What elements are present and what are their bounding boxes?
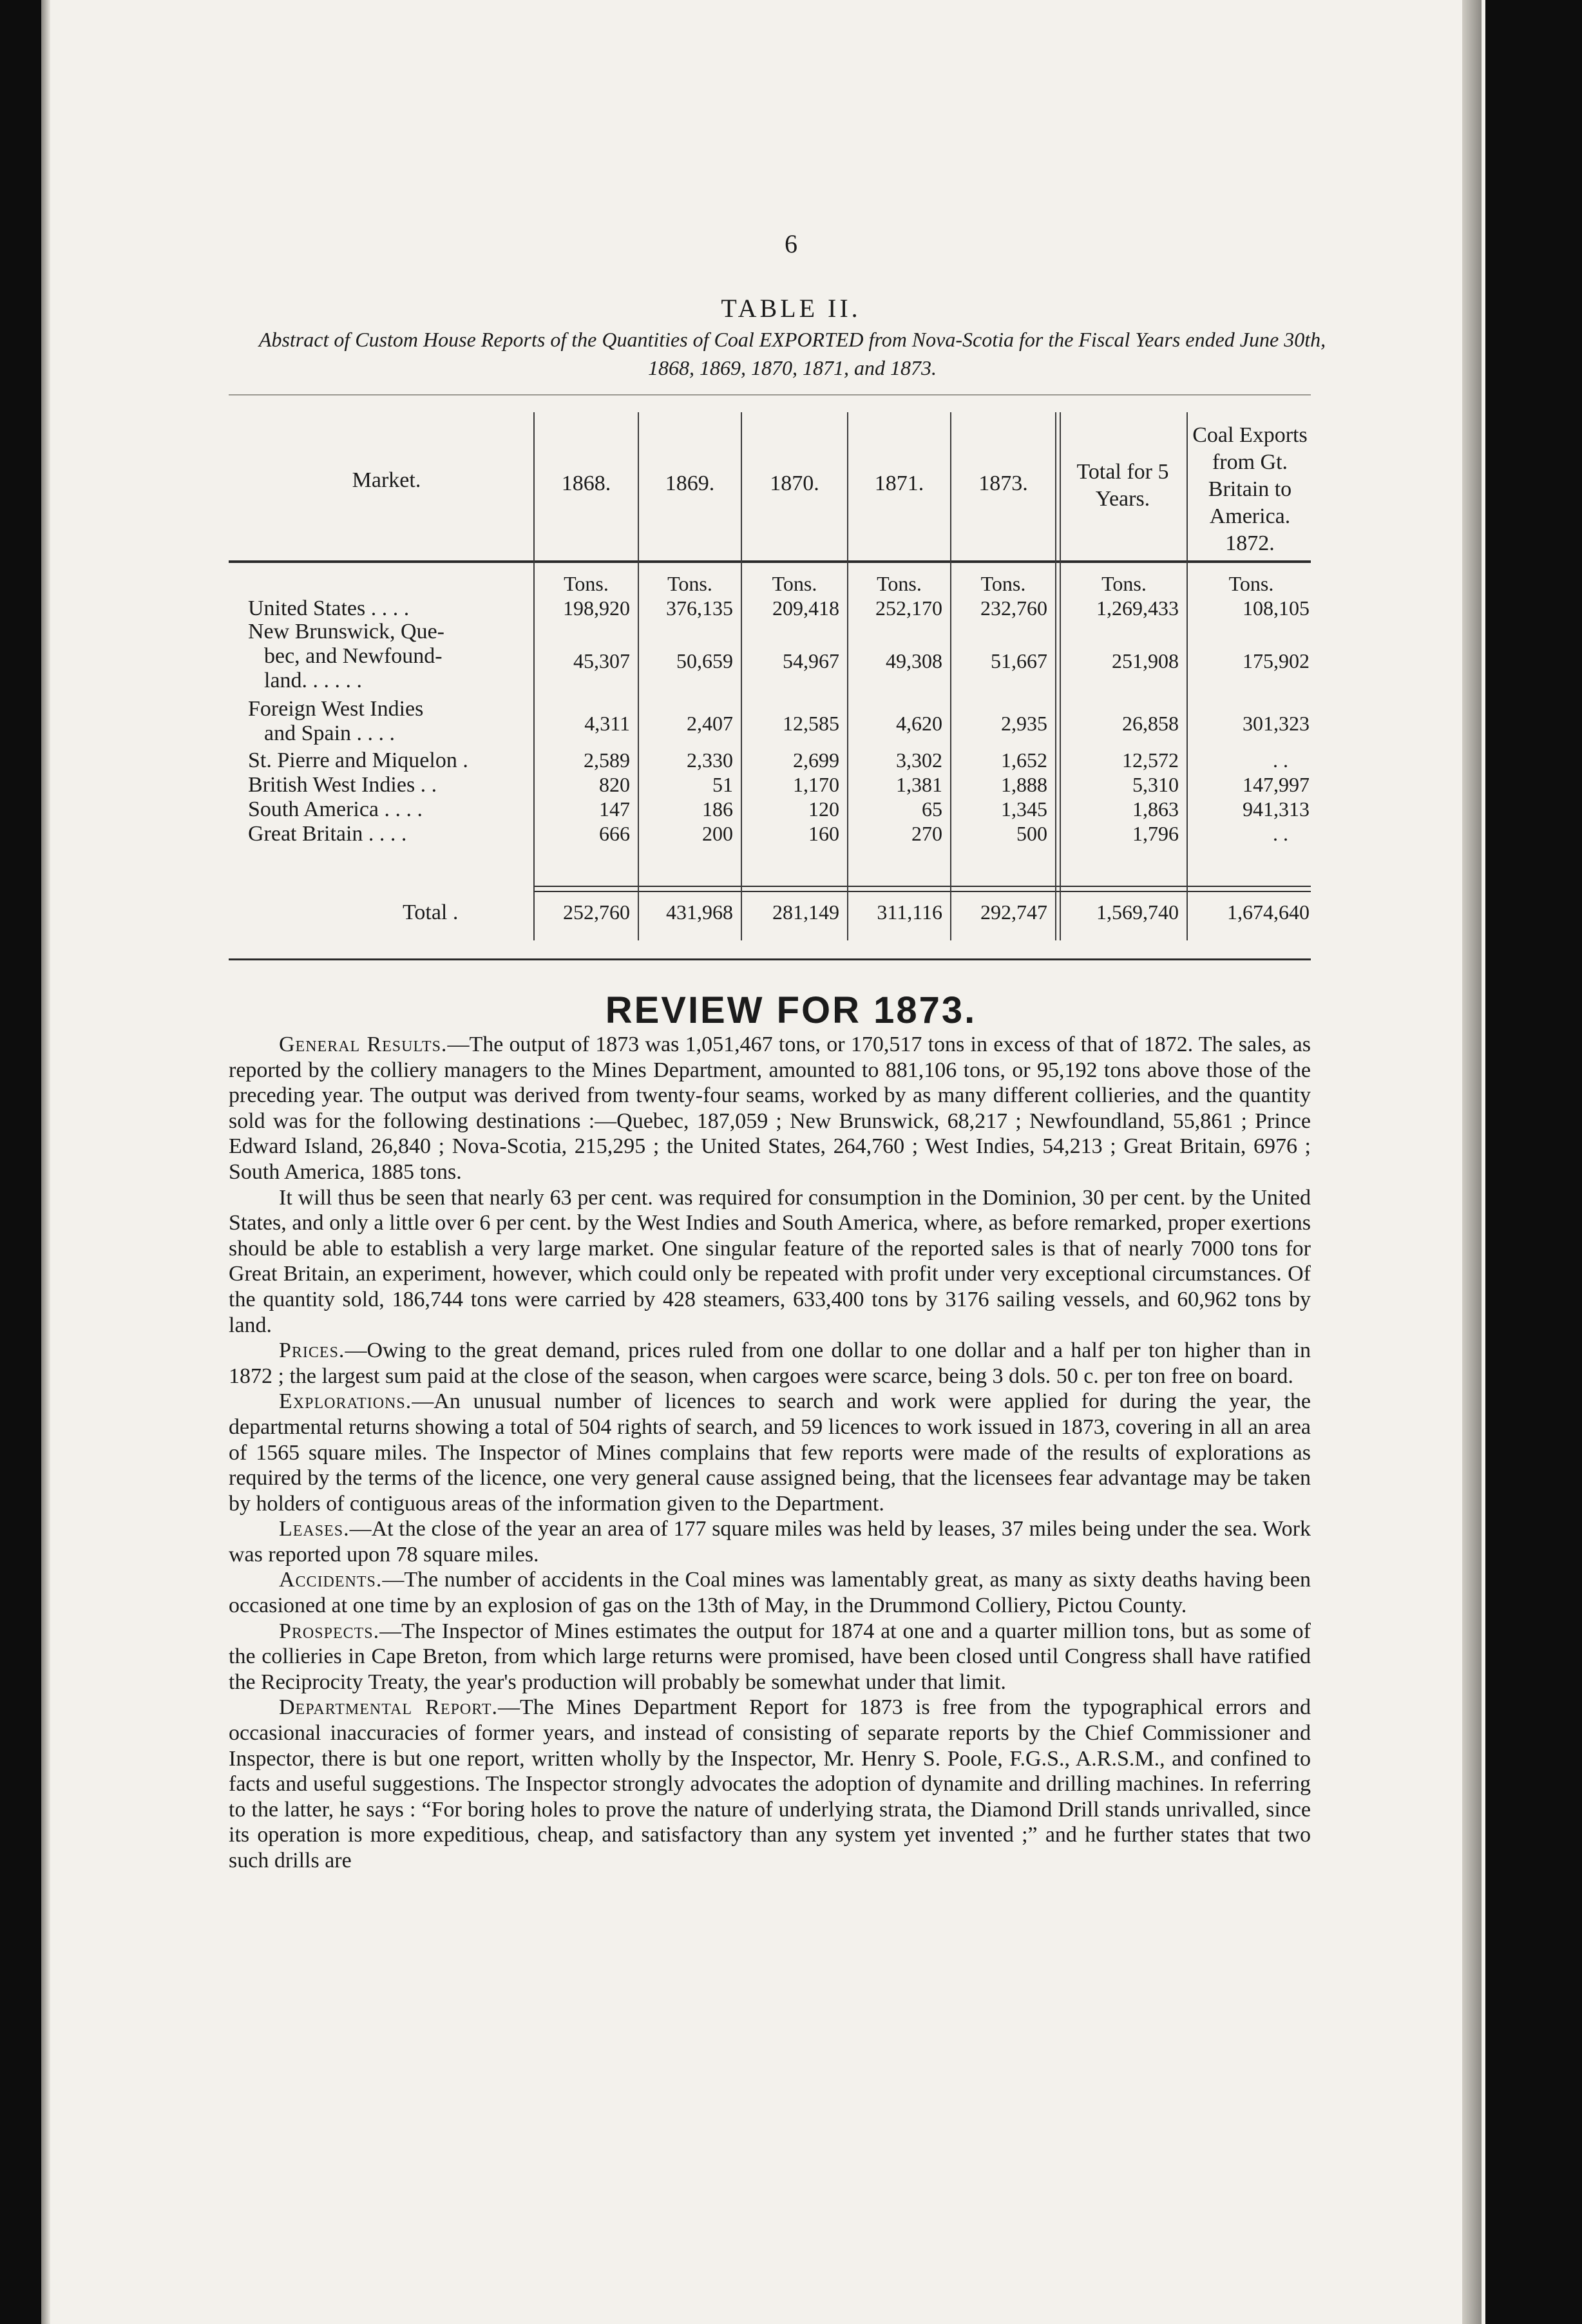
total-cell: 1,569,740 bbox=[1096, 900, 1179, 924]
table-cell: 2,330 bbox=[687, 748, 733, 772]
table-cell: 175,902 bbox=[1243, 649, 1310, 672]
table-cell: 12,585 bbox=[783, 712, 839, 735]
table-cell: 2,935 bbox=[1001, 712, 1047, 735]
paragraph-accidents: Accidents.—The number of accidents in the Coal mines was lamentably great, as many as sixty deaths having been occasioned at one time by an explosion of gas on the 13th of May, in the Drummond Colliery, Pictou County. bbox=[229, 1568, 1311, 1618]
market-british-wi: British West Indies . . bbox=[248, 773, 437, 797]
paragraph-explorations: Explorations.—An unusual number of licences to search and work were applied for during the year, the departmental returns showing a total of 504 rights of search, and 59 licences to work issued in 1873, covering in all an area of 1565 square miles. The Inspector of Mines complains that few reports were made of the results of explorations as required by the terms of the licence, one very general cause assigned being, that the licensees fear advantage may be taken by holders of contiguous areas of the information given to the Department. bbox=[229, 1389, 1311, 1516]
table-cell: 666 bbox=[599, 822, 630, 845]
table-cell: 1,652 bbox=[1001, 748, 1047, 772]
total-cell: 252,760 bbox=[563, 900, 630, 924]
table-cell: 232,760 bbox=[980, 596, 1047, 620]
table-cell: 4,311 bbox=[584, 712, 630, 735]
table-cell: 50,659 bbox=[676, 649, 733, 672]
page-number: 6 bbox=[785, 229, 797, 258]
table-cell: 941,313 bbox=[1243, 797, 1310, 821]
table-cell: 1,170 bbox=[793, 773, 839, 796]
paragraph-leases: Leases.—At the close of the year an area of 177 square miles was held by leases, 37 miles being under the sea. Work was reported upon 78 square miles. bbox=[229, 1517, 1311, 1567]
units-gb: Tons. bbox=[1228, 572, 1274, 595]
table-cell: 209,418 bbox=[772, 596, 839, 620]
total-cell: 431,968 bbox=[666, 900, 733, 924]
header-1873: 1873. bbox=[978, 471, 1028, 495]
market-foreign-wi-line1: Foreign West Indies bbox=[248, 697, 424, 721]
paragraph-consumption: It will thus be seen that nearly 63 per cent. was required for consumption in the Dominion, 30 per cent. by the United States, and only a little over 6 per cent. by the West Indies and South America, where, as before remarked, proper exertions should be able to establish a very large market. One singular feature of the reported sales is that of nearly 7000 tons for Great Britain, an experiment, however, which could only be repeated with profit under very exceptional circumstances. Of the quantity sold, 186,744 tons were carried by 428 steamers, 633,400 tons by 3176 sailing vessels, and 60,962 tons by land. bbox=[229, 1185, 1311, 1337]
table-cell: 820 bbox=[599, 773, 630, 796]
total-cell: 311,116 bbox=[877, 900, 942, 924]
table-cell: 186 bbox=[702, 797, 733, 821]
table-cell: 51 bbox=[712, 773, 733, 796]
table-cell: 500 bbox=[1016, 822, 1047, 845]
table-cell: 301,323 bbox=[1243, 712, 1310, 735]
header-1869: 1869. bbox=[665, 471, 715, 495]
table-cell: 2,589 bbox=[584, 748, 630, 772]
table-cell: 65 bbox=[922, 797, 942, 821]
header-1868: 1868. bbox=[561, 471, 611, 495]
header-1870: 1870. bbox=[770, 471, 819, 495]
column-divider bbox=[1055, 412, 1056, 940]
table-cell: 4,620 bbox=[896, 712, 942, 735]
table-top-rule bbox=[229, 394, 1311, 395]
review-body bbox=[229, 1032, 1311, 1874]
table-cell: 3,302 bbox=[896, 748, 942, 772]
paragraph-prospects: Prospects.—The Inspector of Mines estimates the output for 1874 at one and a quarter million tons, but as some of the collieries in Cape Breton, from which large returns were promised, have been closed until Congress shall have ratified the Reciprocity Treaty, the year's production will probably be somewhat under that limit. bbox=[229, 1619, 1311, 1694]
paragraph-departmental-report: Departmental Report.—The Mines Department Report for 1873 is free from the typographical errors and occasional inaccuracies of former years, and instead of consisting of separate reports by the Chief Commissioner and Inspector, there is but one report, written wholly by the Inspector, Mr. Henry S. Poole, F.G.S., A.R.S.M., and confined to facts and useful suggestions. The Inspector strongly advocates the adoption of dynamite and drilling machines. In referring to the latter, he says : “For boring holes to prove the nature of underlying strata, the Diamond Drill stands unrivalled, since its operation is more expeditious, cheap, and satisfactory than any system yet invented ;” and he further states that two such drills are bbox=[229, 1695, 1311, 1872]
table-cell: . . bbox=[1273, 748, 1288, 772]
header-gb-exports: Coal Exports from Gt. Britain to America. 1872. bbox=[1192, 423, 1308, 555]
table-cell: 120 bbox=[808, 797, 839, 821]
table-cell: 147 bbox=[599, 797, 630, 821]
units-1870: Tons. bbox=[772, 572, 817, 595]
table-total-rule-double bbox=[535, 891, 1311, 892]
table-cell: 147,997 bbox=[1243, 773, 1310, 796]
table-cell: 160 bbox=[808, 822, 839, 845]
table-cell: 200 bbox=[702, 822, 733, 845]
table-cell: 1,888 bbox=[1001, 773, 1047, 796]
table-cell: . . bbox=[1273, 822, 1288, 845]
header-1871: 1871. bbox=[874, 471, 924, 495]
market-new-brunswick-line1: New Brunswick, Que- bbox=[248, 620, 444, 643]
page-left-edge bbox=[41, 0, 50, 2324]
units-1873: Tons. bbox=[980, 572, 1026, 595]
table-cell: 1,269,433 bbox=[1096, 596, 1179, 620]
header-total-5-years: Total for 5 Years. bbox=[1076, 460, 1169, 511]
table-cell: 1,381 bbox=[896, 773, 942, 796]
units-1871: Tons. bbox=[877, 572, 922, 595]
market-great-britain: Great Britain . . . . bbox=[248, 822, 407, 846]
market-new-brunswick-line3: land. . . . . . bbox=[264, 669, 363, 692]
table-cell: 251,908 bbox=[1112, 649, 1179, 672]
total-cell: 281,149 bbox=[772, 900, 839, 924]
units-total: Tons. bbox=[1101, 572, 1147, 595]
paragraph-prices: Prices.—Owing to the great demand, prices ruled from one dollar to one dollar and a half per ton higher than in 1872 ; the largest sum paid at the close of the season, when cargoes were scarce, being 3 dols. 50 c. per ton free on board. bbox=[229, 1338, 1311, 1388]
units-1869: Tons. bbox=[667, 572, 712, 595]
paragraph-general-results: General Results.—The output of 1873 was 1,051,467 tons, or 170,517 tons in excess of that of 1872. The sales, as reported by the colliery managers to the Mines Department, amounted to 881,106 tons, or 95,192 tons above those of the preceding year. The output was derived from twenty-four seams, worked by as many different collieries, and the quantity sold was for the following destinations :—Quebec, 187,059 ; New Brunswick, 68,217 ; Newfoundland, 55,861 ; Prince Edward Island, 26,840 ; Nova-Scotia, 215,295 ; the United States, 264,760 ; West Indies, 54,213 ; Great Britain, 6976 ; South America, 1885 tons. bbox=[229, 1033, 1311, 1184]
table-cell: 252,170 bbox=[875, 596, 942, 620]
table-cell: 26,858 bbox=[1122, 712, 1179, 735]
table-cell: 49,308 bbox=[886, 649, 942, 672]
table-bottom-rule bbox=[229, 958, 1311, 960]
table-cell: 1,796 bbox=[1132, 822, 1179, 845]
table-cell: 376,135 bbox=[666, 596, 733, 620]
table-cell: 2,407 bbox=[687, 712, 733, 735]
total-label: Total . bbox=[403, 900, 459, 924]
market-new-brunswick-line2: bec, and Newfound- bbox=[264, 644, 443, 668]
table-title: TABLE II. bbox=[721, 294, 861, 323]
table-cell: 198,920 bbox=[563, 596, 630, 620]
total-cell: 292,747 bbox=[980, 900, 1047, 924]
table-cell: 54,967 bbox=[783, 649, 839, 672]
units-1868: Tons. bbox=[564, 572, 609, 595]
table-cell: 270 bbox=[911, 822, 942, 845]
table-cell: 2,699 bbox=[793, 748, 839, 772]
table-cell: 12,572 bbox=[1122, 748, 1179, 772]
header-market: Market. bbox=[352, 468, 421, 492]
table-cell: 45,307 bbox=[573, 649, 630, 672]
table-cell: 108,105 bbox=[1243, 596, 1310, 620]
market-united-states: United States . . . . bbox=[248, 596, 410, 620]
market-st-pierre: St. Pierre and Miquelon . bbox=[248, 748, 468, 772]
table-total-rule bbox=[535, 886, 1311, 887]
column-divider bbox=[1186, 412, 1188, 940]
table-cell: 1,345 bbox=[1001, 797, 1047, 821]
table-cell: 1,863 bbox=[1132, 797, 1179, 821]
page-right-edge bbox=[1462, 0, 1482, 2324]
table-cell: 5,310 bbox=[1132, 773, 1179, 796]
table-caption: Abstract of Custom House Reports of the Quantities of Coal EXPORTED from Nova-Scotia for the Fiscal Years ended June 30th, 1868, 1869, 1870, 1871, and 1873. bbox=[258, 328, 1326, 379]
column-divider bbox=[1060, 412, 1061, 940]
table-cell: 51,667 bbox=[991, 649, 1047, 672]
market-south-america: South America . . . . bbox=[248, 797, 423, 821]
market-foreign-wi-line2: and Spain . . . . bbox=[264, 721, 395, 745]
section-heading: REVIEW FOR 1873. bbox=[605, 989, 977, 1031]
table-header-rule bbox=[229, 560, 1311, 563]
total-cell: 1,674,640 bbox=[1227, 900, 1310, 924]
